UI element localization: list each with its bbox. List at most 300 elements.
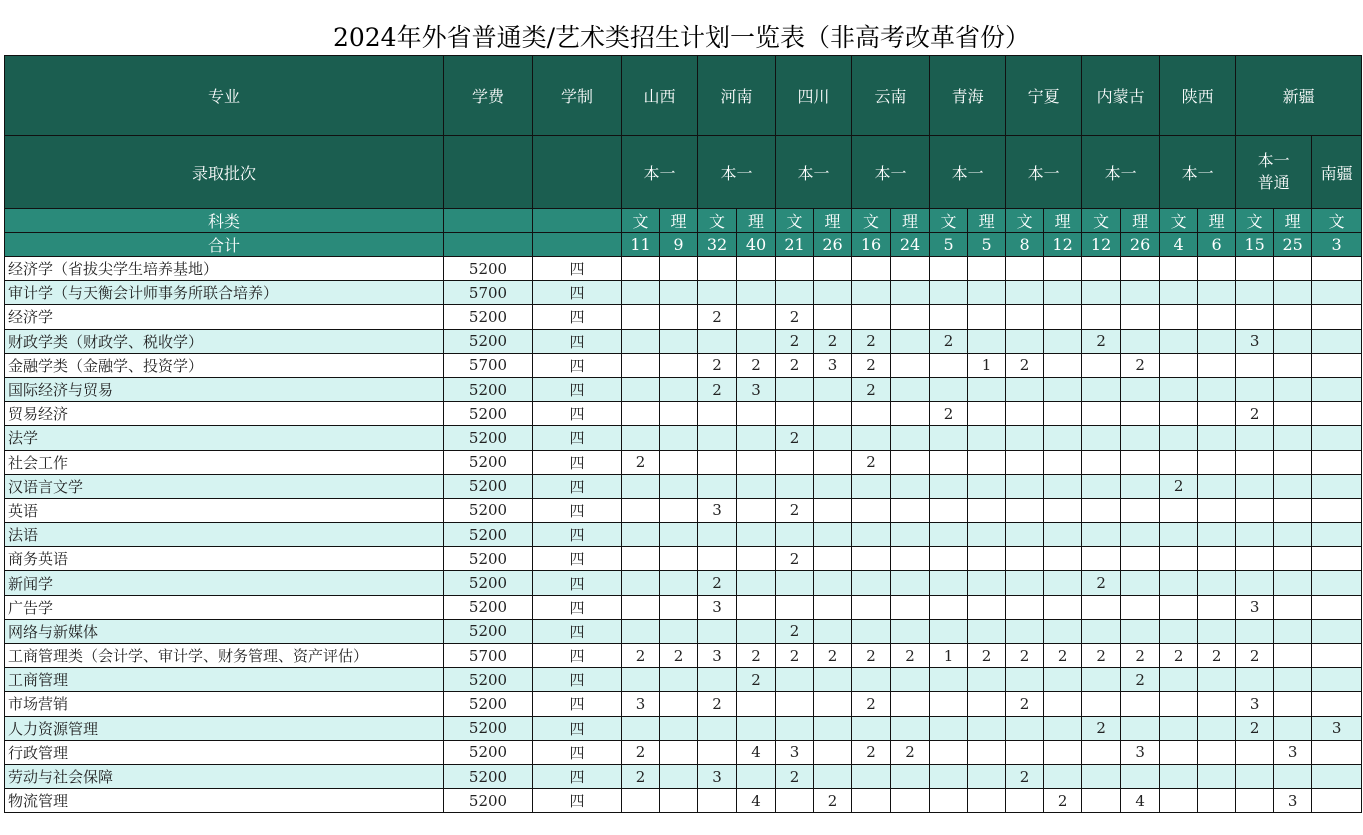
quota-cell <box>814 619 852 643</box>
quota-cell <box>1121 377 1160 401</box>
total-cell: 21 <box>776 233 814 257</box>
total-cell: 12 <box>1044 233 1082 257</box>
quota-cell: 2 <box>698 692 737 716</box>
quota-cell <box>1082 474 1121 498</box>
quota-cell: 3 <box>698 595 737 619</box>
quota-cell: 2 <box>1006 353 1044 377</box>
quota-cell <box>1121 402 1160 426</box>
quota-cell <box>1006 789 1044 813</box>
major-name-cell: 市场营销 <box>5 692 444 716</box>
table-row <box>5 377 1362 401</box>
duration-cell: 四 <box>533 402 622 426</box>
quota-cell: 3 <box>1236 692 1274 716</box>
quota-cell: 2 <box>776 644 814 668</box>
quota-cell <box>930 305 968 329</box>
quota-cell <box>776 474 814 498</box>
quota-cell: 3 <box>776 740 814 764</box>
batch-cell: 本一 <box>1006 136 1082 209</box>
quota-cell <box>1082 402 1121 426</box>
quota-cell <box>737 523 776 547</box>
quota-cell: 3 <box>737 377 776 401</box>
quota-cell: 2 <box>776 619 814 643</box>
quota-cell <box>698 619 737 643</box>
fee-cell: 5200 <box>444 426 533 450</box>
quota-cell <box>1236 764 1274 788</box>
quota-cell <box>1044 668 1082 692</box>
quota-cell <box>968 740 1006 764</box>
quota-cell <box>1044 450 1082 474</box>
quota-cell: 2 <box>1082 329 1121 353</box>
quota-cell <box>891 426 930 450</box>
province-header: 宁夏 <box>1006 56 1082 136</box>
quota-cell <box>814 740 852 764</box>
quota-cell: 2 <box>1006 764 1044 788</box>
quota-cell <box>930 257 968 281</box>
quota-cell <box>1006 474 1044 498</box>
quota-cell <box>1044 305 1082 329</box>
quota-cell <box>1121 571 1160 595</box>
table-row <box>5 450 1362 474</box>
quota-cell <box>776 281 814 305</box>
quota-cell <box>1198 619 1236 643</box>
fee-cell: 5200 <box>444 595 533 619</box>
quota-cell <box>660 281 698 305</box>
quota-cell: 2 <box>776 498 814 522</box>
quota-cell: 4 <box>737 789 776 813</box>
quota-cell <box>1198 377 1236 401</box>
quota-cell <box>1044 474 1082 498</box>
fee-cell: 5200 <box>444 789 533 813</box>
province-header: 陕西 <box>1160 56 1236 136</box>
major-name-cell: 经济学（省拔尖学生培养基地） <box>5 257 444 281</box>
duration-cell: 四 <box>533 547 622 571</box>
quota-cell <box>1006 426 1044 450</box>
quota-cell <box>814 498 852 522</box>
quota-cell <box>1312 353 1362 377</box>
quota-cell: 2 <box>1160 474 1198 498</box>
quota-cell <box>1160 450 1198 474</box>
xinjiang-south-cell: 南疆 <box>1312 136 1362 209</box>
quota-cell <box>891 474 930 498</box>
subject-cell: 理 <box>814 209 852 233</box>
fee-cell: 5200 <box>444 716 533 740</box>
total-cell: 26 <box>814 233 852 257</box>
quota-cell <box>1312 547 1362 571</box>
quota-cell <box>1312 450 1362 474</box>
quota-cell <box>1312 257 1362 281</box>
quota-cell <box>968 474 1006 498</box>
quota-cell <box>1044 571 1082 595</box>
quota-cell <box>1236 257 1274 281</box>
quota-cell <box>1198 668 1236 692</box>
quota-cell <box>698 716 737 740</box>
fee-cell: 5200 <box>444 402 533 426</box>
quota-cell <box>1160 668 1198 692</box>
quota-cell: 2 <box>776 547 814 571</box>
quota-cell <box>776 257 814 281</box>
batch-cell: 本一 <box>776 136 852 209</box>
quota-cell <box>814 595 852 619</box>
quota-cell <box>968 257 1006 281</box>
quota-cell <box>776 377 814 401</box>
subject-cell: 文 <box>1082 209 1121 233</box>
quota-cell <box>737 498 776 522</box>
duration-cell: 四 <box>533 426 622 450</box>
quota-cell <box>1160 257 1198 281</box>
total-cell: 8 <box>1006 233 1044 257</box>
table-row <box>5 644 1362 668</box>
quota-cell <box>776 402 814 426</box>
quota-cell <box>1082 353 1121 377</box>
quota-cell <box>737 257 776 281</box>
quota-cell <box>852 474 891 498</box>
quota-cell: 2 <box>1121 668 1160 692</box>
quota-cell <box>891 668 930 692</box>
quota-cell <box>891 281 930 305</box>
quota-cell <box>622 716 660 740</box>
quota-cell <box>1082 498 1121 522</box>
quota-cell <box>1198 426 1236 450</box>
quota-cell <box>1006 305 1044 329</box>
province-header: 山西 <box>622 56 698 136</box>
quota-cell: 2 <box>1044 644 1082 668</box>
quota-cell <box>1006 523 1044 547</box>
province-header: 四川 <box>776 56 852 136</box>
quota-cell <box>1274 377 1312 401</box>
quota-cell <box>1274 547 1312 571</box>
quota-cell <box>852 305 891 329</box>
quota-cell <box>1198 523 1236 547</box>
table-row <box>5 474 1362 498</box>
quota-cell <box>1274 426 1312 450</box>
quota-cell <box>1082 595 1121 619</box>
batch-cell: 本一 <box>930 136 1006 209</box>
batch-cell: 本一 <box>1160 136 1236 209</box>
quota-cell <box>698 474 737 498</box>
quota-cell <box>698 329 737 353</box>
quota-cell: 2 <box>737 644 776 668</box>
quota-cell <box>1082 740 1121 764</box>
quota-cell: 2 <box>1121 353 1160 377</box>
duration-cell: 四 <box>533 281 622 305</box>
table-row <box>5 257 1362 281</box>
major-name-cell: 财政学类（财政学、税收学） <box>5 329 444 353</box>
table-row <box>5 716 1362 740</box>
quota-cell <box>1198 595 1236 619</box>
table-row <box>5 281 1362 305</box>
quota-cell <box>930 668 968 692</box>
quota-cell <box>1274 450 1312 474</box>
quota-cell: 2 <box>852 450 891 474</box>
quota-cell <box>891 402 930 426</box>
province-header: 河南 <box>698 56 776 136</box>
quota-cell <box>891 692 930 716</box>
quota-cell <box>622 523 660 547</box>
major-name-cell: 广告学 <box>5 595 444 619</box>
duration-cell: 四 <box>533 789 622 813</box>
quota-cell <box>1006 329 1044 353</box>
quota-cell: 3 <box>1121 740 1160 764</box>
quota-cell <box>1236 450 1274 474</box>
quota-cell <box>660 402 698 426</box>
quota-cell <box>1236 426 1274 450</box>
quota-cell <box>930 281 968 305</box>
quota-cell: 2 <box>776 329 814 353</box>
quota-cell: 2 <box>622 644 660 668</box>
subject-cell: 文 <box>852 209 891 233</box>
subject-cell: 理 <box>1121 209 1160 233</box>
duration-cell: 四 <box>533 595 622 619</box>
quota-cell: 2 <box>1198 644 1236 668</box>
quota-cell <box>1082 692 1121 716</box>
quota-cell <box>1274 329 1312 353</box>
page-title: 2024年外省普通类/艺术类招生计划一览表（非高考改革省份） <box>332 23 1031 52</box>
quota-cell <box>968 668 1006 692</box>
quota-cell <box>1312 329 1362 353</box>
quota-cell: 2 <box>622 764 660 788</box>
quota-cell <box>930 426 968 450</box>
table-row <box>5 329 1362 353</box>
quota-cell: 2 <box>737 668 776 692</box>
quota-cell <box>1082 789 1121 813</box>
quota-cell <box>968 595 1006 619</box>
quota-cell <box>698 402 737 426</box>
quota-cell <box>814 426 852 450</box>
total-cell: 40 <box>737 233 776 257</box>
duration-cell: 四 <box>533 571 622 595</box>
quota-cell <box>814 257 852 281</box>
quota-cell <box>968 426 1006 450</box>
quota-cell <box>1160 764 1198 788</box>
quota-cell <box>1274 523 1312 547</box>
total-cell: 11 <box>622 233 660 257</box>
quota-cell <box>1236 619 1274 643</box>
major-name-cell: 法语 <box>5 523 444 547</box>
major-name-cell: 社会工作 <box>5 450 444 474</box>
quota-cell <box>660 498 698 522</box>
quota-cell <box>776 523 814 547</box>
quota-cell <box>814 571 852 595</box>
quota-cell <box>1198 281 1236 305</box>
quota-cell <box>1312 692 1362 716</box>
quota-cell <box>1198 789 1236 813</box>
quota-cell <box>1044 402 1082 426</box>
table-row <box>5 571 1362 595</box>
quota-cell <box>737 450 776 474</box>
quota-cell <box>1160 789 1198 813</box>
quota-cell: 2 <box>1160 644 1198 668</box>
quota-cell <box>930 740 968 764</box>
quota-cell: 2 <box>1044 789 1082 813</box>
province-header: 云南 <box>852 56 930 136</box>
quota-cell <box>968 498 1006 522</box>
quota-cell <box>891 789 930 813</box>
table-row <box>5 426 1362 450</box>
quota-cell <box>622 426 660 450</box>
quota-cell <box>814 692 852 716</box>
quota-cell: 2 <box>698 353 737 377</box>
quota-cell <box>1006 668 1044 692</box>
quota-cell <box>1121 523 1160 547</box>
quota-cell <box>891 257 930 281</box>
quota-cell <box>622 257 660 281</box>
duration-cell: 四 <box>533 498 622 522</box>
quota-cell <box>1121 281 1160 305</box>
quota-cell <box>852 789 891 813</box>
quota-cell: 2 <box>660 644 698 668</box>
quota-cell <box>1044 426 1082 450</box>
quota-cell <box>776 789 814 813</box>
quota-cell: 2 <box>814 644 852 668</box>
quota-cell: 2 <box>776 353 814 377</box>
quota-cell <box>930 716 968 740</box>
total-cell: 26 <box>1121 233 1160 257</box>
quota-cell <box>891 571 930 595</box>
duration-cell: 四 <box>533 305 622 329</box>
quota-cell: 3 <box>814 353 852 377</box>
quota-cell <box>1044 740 1082 764</box>
quota-cell: 2 <box>852 740 891 764</box>
quota-cell <box>776 692 814 716</box>
quota-cell <box>891 523 930 547</box>
quota-cell <box>930 595 968 619</box>
quota-cell <box>1274 716 1312 740</box>
quota-cell <box>660 692 698 716</box>
quota-cell <box>1160 523 1198 547</box>
total-cell: 24 <box>891 233 930 257</box>
quota-cell <box>814 281 852 305</box>
quota-cell: 2 <box>776 764 814 788</box>
quota-cell: 2 <box>1236 716 1274 740</box>
quota-cell: 4 <box>1121 789 1160 813</box>
quota-cell <box>852 547 891 571</box>
quota-cell <box>1312 740 1362 764</box>
quota-cell <box>1198 692 1236 716</box>
quota-cell <box>891 305 930 329</box>
quota-cell <box>1274 257 1312 281</box>
duration-cell: 四 <box>533 764 622 788</box>
duration-cell: 四 <box>533 692 622 716</box>
quota-cell <box>1160 281 1198 305</box>
quota-cell <box>660 789 698 813</box>
quota-cell <box>1198 450 1236 474</box>
quota-cell <box>930 498 968 522</box>
major-name-cell: 法学 <box>5 426 444 450</box>
major-name-cell: 网络与新媒体 <box>5 619 444 643</box>
quota-cell <box>1198 764 1236 788</box>
subject-cell: 文 <box>622 209 660 233</box>
quota-cell <box>891 595 930 619</box>
total-cell: 25 <box>1274 233 1312 257</box>
quota-cell <box>698 450 737 474</box>
quota-cell <box>814 402 852 426</box>
quota-cell <box>1312 571 1362 595</box>
quota-cell <box>852 668 891 692</box>
quota-cell <box>1082 668 1121 692</box>
fee-cell: 5200 <box>444 523 533 547</box>
quota-cell <box>852 498 891 522</box>
quota-cell <box>1082 305 1121 329</box>
quota-cell: 3 <box>698 498 737 522</box>
batch-cell: 本一 <box>852 136 930 209</box>
quota-cell <box>737 474 776 498</box>
quota-cell <box>968 571 1006 595</box>
batch-header: 录取批次 <box>5 136 444 209</box>
duration-cell: 四 <box>533 740 622 764</box>
quota-cell <box>1236 377 1274 401</box>
quota-cell <box>622 353 660 377</box>
quota-cell <box>776 595 814 619</box>
quota-cell <box>660 329 698 353</box>
quota-cell: 2 <box>1082 571 1121 595</box>
total-cell: 9 <box>660 233 698 257</box>
quota-cell <box>1082 523 1121 547</box>
quota-cell <box>660 353 698 377</box>
quota-cell <box>1006 547 1044 571</box>
fee-cell: 5700 <box>444 644 533 668</box>
major-name-cell: 工商管理类（会计学、审计学、财务管理、资产评估） <box>5 644 444 668</box>
quota-cell <box>968 305 1006 329</box>
quota-cell <box>814 523 852 547</box>
quota-cell <box>1198 353 1236 377</box>
quota-cell <box>930 571 968 595</box>
table-row <box>5 764 1362 788</box>
fee-cell: 5700 <box>444 353 533 377</box>
fee-cell: 5200 <box>444 257 533 281</box>
quota-cell <box>968 402 1006 426</box>
major-name-cell: 经济学 <box>5 305 444 329</box>
quota-cell <box>1160 740 1198 764</box>
quota-cell <box>737 281 776 305</box>
quota-cell: 2 <box>776 305 814 329</box>
quota-cell <box>1274 498 1312 522</box>
quota-cell <box>1082 547 1121 571</box>
quota-cell: 2 <box>852 644 891 668</box>
quota-cell <box>622 547 660 571</box>
quota-cell: 2 <box>1236 402 1274 426</box>
fee-cell: 5200 <box>444 571 533 595</box>
fee-cell: 5200 <box>444 474 533 498</box>
quota-cell <box>1274 571 1312 595</box>
total-cell: 15 <box>1236 233 1274 257</box>
quota-cell <box>930 619 968 643</box>
quota-cell <box>660 305 698 329</box>
major-name-cell: 汉语言文学 <box>5 474 444 498</box>
quota-cell <box>737 571 776 595</box>
quota-cell <box>1160 329 1198 353</box>
quota-cell <box>1312 402 1362 426</box>
quota-cell <box>1044 498 1082 522</box>
quota-cell <box>1006 595 1044 619</box>
quota-cell <box>1236 523 1274 547</box>
quota-cell <box>968 789 1006 813</box>
quota-cell <box>1312 668 1362 692</box>
quota-cell: 3 <box>1312 716 1362 740</box>
quota-cell <box>1121 474 1160 498</box>
quota-cell <box>622 474 660 498</box>
quota-cell <box>1312 305 1362 329</box>
total-cell: 5 <box>968 233 1006 257</box>
quota-cell <box>814 716 852 740</box>
quota-cell <box>968 619 1006 643</box>
quota-cell <box>1006 281 1044 305</box>
quota-cell <box>1160 692 1198 716</box>
quota-cell <box>1274 692 1312 716</box>
quota-cell <box>1274 474 1312 498</box>
quota-cell <box>660 523 698 547</box>
quota-cell <box>891 353 930 377</box>
table-row <box>5 353 1362 377</box>
